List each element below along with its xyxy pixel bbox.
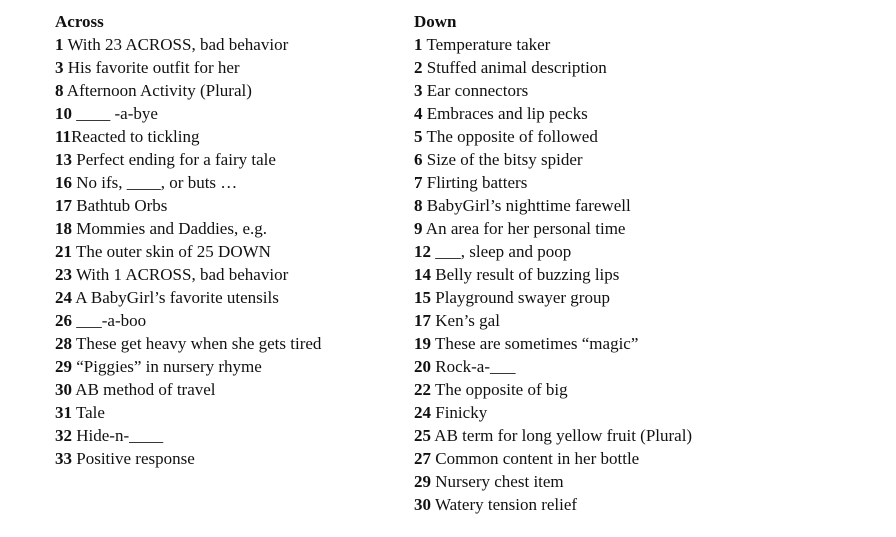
down-clue [414, 125, 884, 148]
clue-text: Embraces and lip pecks [422, 104, 588, 123]
clue-text: Watery tension relief [431, 495, 578, 514]
down-clue-list [414, 33, 884, 516]
clue-text: Tale [72, 403, 105, 422]
clue-number: 24 [414, 403, 431, 422]
clue-number: 24 [55, 288, 72, 307]
clue-number: 23 [55, 265, 72, 284]
clue-number: 2 [414, 58, 423, 77]
clue-number: 29 [55, 357, 72, 376]
clue-text: The opposite of big [431, 380, 568, 399]
clue-number: 8 [414, 196, 423, 215]
clue-number: 8 [55, 81, 64, 100]
down-clue [414, 148, 884, 171]
clue-text: Bathtub Orbs [72, 196, 168, 215]
clue-text: ___-a-boo [72, 311, 147, 330]
down-clue [414, 424, 884, 447]
across-clue [55, 56, 400, 79]
clue-number: 18 [55, 219, 72, 238]
across-clue [55, 424, 400, 447]
clue-text: Size of the bitsy spider [422, 150, 583, 169]
clue-number: 29 [414, 472, 431, 491]
clue-text: Positive response [72, 449, 195, 468]
down-clue [414, 263, 884, 286]
clue-number: 15 [414, 288, 431, 307]
clue-number: 9 [414, 219, 423, 238]
clue-text: A BabyGirl’s favorite utensils [72, 288, 279, 307]
clue-text: The outer skin of 25 DOWN [72, 242, 271, 261]
down-clue [414, 355, 884, 378]
clue-text: No ifs, ____, or buts … [72, 173, 238, 192]
across-heading: Across [55, 12, 104, 31]
clue-text: The opposite of followed [422, 127, 598, 146]
down-clue [414, 332, 884, 355]
across-clue [55, 378, 400, 401]
down-clue [414, 240, 884, 263]
clue-text: BabyGirl’s nighttime farewell [422, 196, 631, 215]
clue-text: Finicky [431, 403, 488, 422]
across-clue [55, 263, 400, 286]
across-clue [55, 33, 400, 56]
down-heading: Down [414, 12, 457, 31]
clue-text: Ear connectors [422, 81, 529, 100]
down-clue [414, 286, 884, 309]
clue-number: 26 [55, 311, 72, 330]
clue-number: 25 [414, 426, 431, 445]
clue-text: Nursery chest item [431, 472, 564, 491]
across-clue [55, 240, 400, 263]
clue-number: 13 [55, 150, 72, 169]
clue-text: Rock-a-___ [431, 357, 516, 376]
clue-number: 19 [414, 334, 431, 353]
down-clue [414, 171, 884, 194]
clue-number: 4 [414, 104, 423, 123]
clue-number: 17 [55, 196, 72, 215]
down-clue [414, 56, 884, 79]
down-clue [414, 309, 884, 332]
clue-number: 7 [414, 173, 423, 192]
down-clue [414, 102, 884, 125]
clue-text: These are sometimes “magic” [431, 334, 639, 353]
clue-number: 6 [414, 150, 423, 169]
clue-number: 21 [55, 242, 72, 261]
clue-number: 22 [414, 380, 431, 399]
clue-text: His favorite outfit for her [63, 58, 240, 77]
across-clue [55, 125, 400, 148]
across-clue [55, 332, 400, 355]
clue-text: These get heavy when she gets tired [72, 334, 322, 353]
clue-text: Mommies and Daddies, e.g. [72, 219, 267, 238]
clue-number: 17 [414, 311, 431, 330]
across-column [55, 11, 400, 470]
clue-number: 30 [414, 495, 431, 514]
clue-text: ___, sleep and poop [431, 242, 572, 261]
down-clue [414, 447, 884, 470]
clue-number: 27 [414, 449, 431, 468]
down-clue [414, 470, 884, 493]
clue-text: Flirting batters [422, 173, 528, 192]
across-clue [55, 355, 400, 378]
clue-number: 3 [55, 58, 64, 77]
clue-number: 1 [55, 35, 64, 54]
clue-number: 16 [55, 173, 72, 192]
across-clue [55, 447, 400, 470]
clue-text: Ken’s gal [431, 311, 500, 330]
down-clue [414, 194, 884, 217]
clue-number: 1 [414, 35, 423, 54]
across-clue [55, 194, 400, 217]
clue-text: Perfect ending for a fairy tale [72, 150, 276, 169]
down-clue [414, 217, 884, 240]
down-clue [414, 401, 884, 424]
clue-number: 31 [55, 403, 72, 422]
clue-text: Belly result of buzzing lips [431, 265, 620, 284]
clue-text: ____ -a-bye [72, 104, 158, 123]
clue-text: Common content in her bottle [431, 449, 640, 468]
clue-number: 20 [414, 357, 431, 376]
clue-number: 14 [414, 265, 431, 284]
across-clue [55, 401, 400, 424]
clue-text: With 23 ACROSS, bad behavior [63, 35, 289, 54]
clue-text: Stuffed animal description [422, 58, 607, 77]
clue-text: Reacted to tickling [71, 127, 200, 146]
down-clue [414, 33, 884, 56]
across-clue [55, 148, 400, 171]
across-clue [55, 171, 400, 194]
down-clue [414, 378, 884, 401]
across-clue [55, 309, 400, 332]
clue-text: AB term for long yellow fruit (Plural) [431, 426, 693, 445]
down-clue [414, 79, 884, 102]
across-clue [55, 217, 400, 240]
clue-number: 12 [414, 242, 431, 261]
clue-text: An area for her personal time [422, 219, 626, 238]
clue-number: 30 [55, 380, 72, 399]
down-column [414, 11, 884, 516]
clue-number: 3 [414, 81, 423, 100]
across-clue [55, 102, 400, 125]
across-clue [55, 286, 400, 309]
clue-text: “Piggies” in nursery rhyme [72, 357, 262, 376]
across-clue-list [55, 33, 400, 470]
clue-text: With 1 ACROSS, bad behavior [72, 265, 289, 284]
across-clue [55, 79, 400, 102]
clue-number: 33 [55, 449, 72, 468]
clue-text: Playground swayer group [431, 288, 610, 307]
clue-number: 28 [55, 334, 72, 353]
clue-text: AB method of travel [72, 380, 216, 399]
clue-number: 11 [55, 127, 72, 146]
clue-text: Hide-n-____ [72, 426, 164, 445]
clue-number: 10 [55, 104, 72, 123]
clue-number: 5 [414, 127, 423, 146]
clue-text: Afternoon Activity (Plural) [63, 81, 252, 100]
down-clue [414, 493, 884, 516]
clue-text: Temperature taker [422, 35, 551, 54]
clue-number: 32 [55, 426, 72, 445]
